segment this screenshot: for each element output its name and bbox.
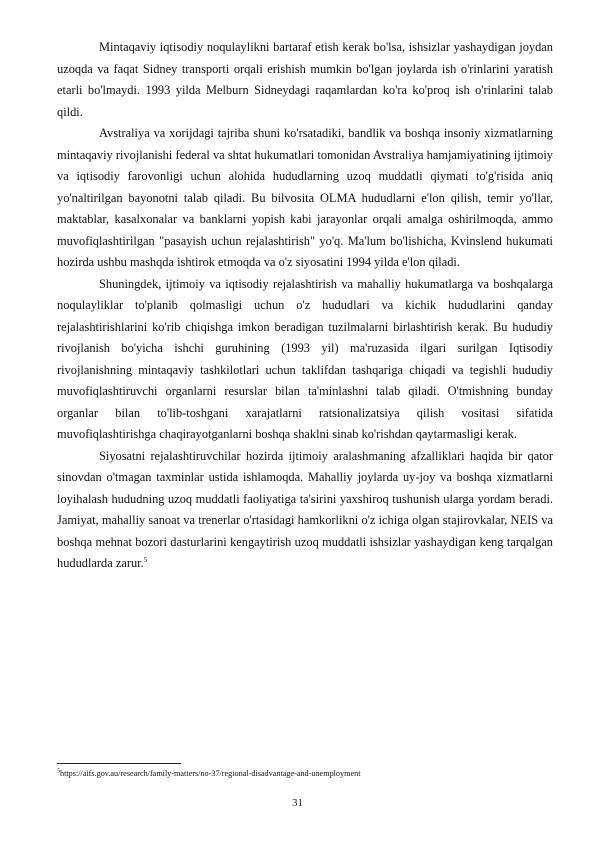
footnote-link[interactable]: https://aifs.gov.au/research/family-matters/no-37/regional-disadvantage-and-unemployment	[60, 769, 361, 778]
paragraph-4	[57, 446, 553, 575]
page-number: 31	[292, 797, 303, 809]
paragraph-4-text: Siyosatni rejalashtiruvchilar hozirda ijtimoiy aralashmaning afzalliklari haqida bir qator sinovdan o'tmagan taxminlar ustida ishlamoqda. Mahalliy joylarda uy-joy va boshqa xizmatlarni loyihalash hududning uzoq muddatli faoliyatiga ta'sirini yaxshiroq tushunish ularga yordam beradi. Jamiyat, mahalliy sanoat va trenerlar o'rtasidagi hamkorlikni o'z ichiga olgan stajirovkalar, NEIS va boshqa mehnat bozori dasturlarini kengaytirish uzoq muddatli ishsizlar yashaydigan keng tarqalgan hududlarda zarur.	[57, 448, 553, 570]
body-text	[57, 37, 553, 575]
footnote	[57, 768, 553, 779]
paragraph-3: Shuningdek, ijtimoiy va iqtisodiy rejalashtirish va mahalliy hukumatlarga va boshqalarga noqulayliklar to'planib qolmasligi uchun o'z hududlari va kichik hududlarini qanday rejalashtirishlarini ko'rib chiqishga imkon beradigan tuzilmalarni birlashtirish kerak. Bu hududiy rivojlanish bo'yicha ishchi guruhining (1993 yil) ma'ruzasida ilgari surilgan Iqtisodiy rivojlanishning mintaqaviy tashkilotlari uchun taklifdan tashqariga chiqadi va tegishli hududiy muvofiqlashtiruvchi organlarni resurslar bilan ta'minlashni talab qiladi. O'tmishning bunday organlar bilan to'lib-toshgani xarajatlarni ratsionalizatsiya qilish vositasi sifatida muvofiqlashtirishga chaqirayotganlarni boshqa shaklni sinab ko'rishdan qaytarmasligi kerak.	[57, 276, 553, 441]
footnote-divider	[57, 763, 181, 764]
paragraph-1: Mintaqaviy iqtisodiy noqulaylikni bartaraf etish kerak bo'lsa, ishsizlar yashaydigan joydan uzoqda va faqat Sidney transporti orqali erishish mumkin bo'lgan joylarda ish o'rinlarini yaratish etarli bo'lmaydi. 1993 yilda Melburn Sidneydagi raqamlardan ko'ra ko'proq ish o'rinlarini talab qildi.	[57, 40, 553, 119]
paragraph-2: Avstraliya va xorijdagi tajriba shuni ko'rsatadiki, bandlik va boshqa insoniy xizmatlarning mintaqaviy rivojlanishi federal va shtat hukumatlari tomonidan Avstraliya hamjamiyatining ijtimoiy va iqtisodiy farovonligi uchun alohida hududlarning uzoq muddatli qiymati to'g'risida aniq yo'naltirilgan bayonotni talab qiladi. Bu bilvosita OLMA hududlarni e'lon qilish, temir yo'llar, maktablar, kasalxonalar va banklarni yopish kabi jarayonlar orqali amalga oshirilmoqda, ammo muvofiqlashtirilgan "pasayish uchun rejalashtirish" yo'q. Ma'lum bo'lishicha, Kvinslend hukumati hozirda ushbu mashqda ishtirok etmoqda va o'z siyosatini 1994 yilda e'lon qiladi.	[57, 126, 553, 269]
footnote-reference[interactable]: 5	[143, 555, 148, 564]
footnote-mark: 5	[57, 768, 60, 775]
